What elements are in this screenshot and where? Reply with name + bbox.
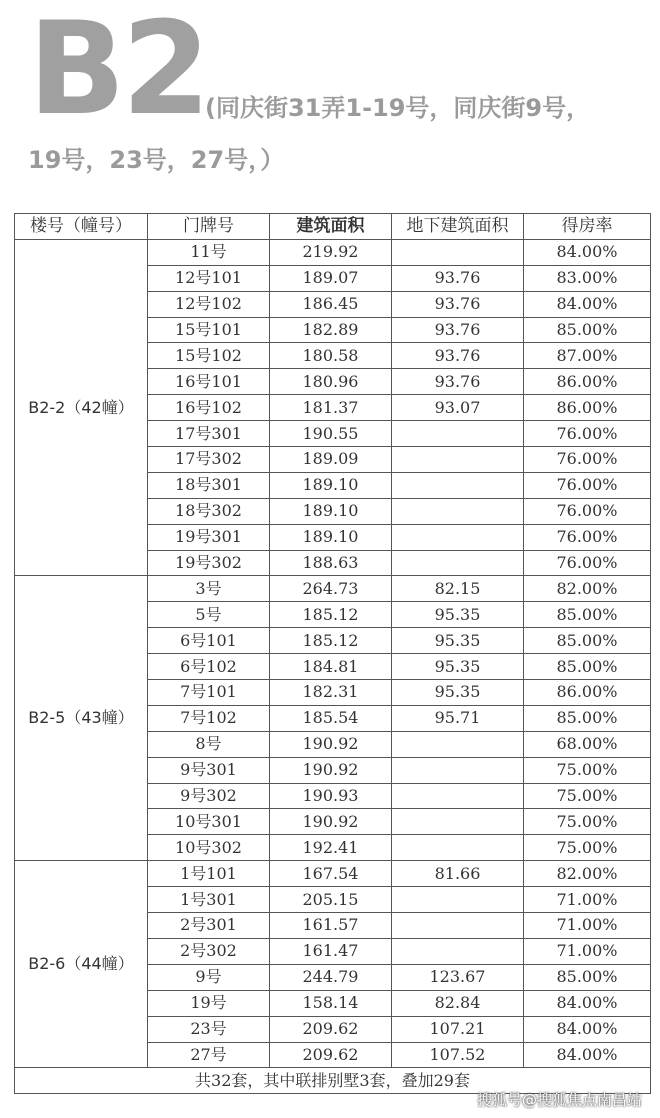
door-cell: 6号101 xyxy=(148,628,270,654)
door-cell: 17号302 xyxy=(148,447,270,473)
rate-cell: 75.00% xyxy=(524,783,651,809)
underground-cell: 107.52 xyxy=(392,1042,524,1068)
underground-cell xyxy=(392,835,524,861)
area-cell: 190.92 xyxy=(270,757,392,783)
area-cell: 186.45 xyxy=(270,291,392,317)
door-cell: 15号101 xyxy=(148,317,270,343)
table-body xyxy=(15,239,651,1068)
rate-cell: 84.00% xyxy=(524,291,651,317)
header xyxy=(0,0,660,205)
underground-cell xyxy=(392,809,524,835)
underground-cell: 82.84 xyxy=(392,990,524,1016)
door-cell: 2号302 xyxy=(148,938,270,964)
rate-cell: 76.00% xyxy=(524,498,651,524)
area-cell: 192.41 xyxy=(270,835,392,861)
area-cell: 190.55 xyxy=(270,421,392,447)
underground-cell xyxy=(392,524,524,550)
underground-cell: 82.15 xyxy=(392,576,524,602)
rate-cell: 85.00% xyxy=(524,317,651,343)
door-cell: 5号 xyxy=(148,602,270,628)
area-cell: 190.92 xyxy=(270,809,392,835)
rate-cell: 84.00% xyxy=(524,239,651,265)
door-cell: 18号302 xyxy=(148,498,270,524)
rate-cell: 82.00% xyxy=(524,861,651,887)
rate-cell: 71.00% xyxy=(524,887,651,913)
area-cell: 188.63 xyxy=(270,550,392,576)
area-cell: 189.10 xyxy=(270,498,392,524)
underground-cell xyxy=(392,887,524,913)
door-cell: 12号101 xyxy=(148,265,270,291)
area-cell: 182.89 xyxy=(270,317,392,343)
rate-cell: 75.00% xyxy=(524,809,651,835)
area-cell: 189.07 xyxy=(270,265,392,291)
door-cell: 3号 xyxy=(148,576,270,602)
table-row xyxy=(15,576,651,602)
area-cell: 180.96 xyxy=(270,369,392,395)
underground-cell xyxy=(392,938,524,964)
address-line-2: 19号，23号，27号，） xyxy=(28,146,285,174)
door-cell: 16号101 xyxy=(148,369,270,395)
col-header-rate: 得房率 xyxy=(524,214,651,240)
area-cell: 205.15 xyxy=(270,887,392,913)
col-header-underground: 地下建筑面积 xyxy=(392,214,524,240)
area-cell: 167.54 xyxy=(270,861,392,887)
rate-cell: 84.00% xyxy=(524,1016,651,1042)
rate-cell: 85.00% xyxy=(524,602,651,628)
rate-cell: 84.00% xyxy=(524,990,651,1016)
rate-cell: 76.00% xyxy=(524,421,651,447)
underground-cell: 81.66 xyxy=(392,861,524,887)
door-cell: 16号102 xyxy=(148,395,270,421)
rate-cell: 84.00% xyxy=(524,1042,651,1068)
underground-cell xyxy=(392,731,524,757)
underground-cell xyxy=(392,239,524,265)
door-cell: 1号301 xyxy=(148,887,270,913)
underground-cell: 123.67 xyxy=(392,964,524,990)
door-cell: 9号301 xyxy=(148,757,270,783)
door-cell: 6号102 xyxy=(148,654,270,680)
rate-cell: 76.00% xyxy=(524,447,651,473)
rate-cell: 85.00% xyxy=(524,628,651,654)
building-code: B2 xyxy=(28,0,207,144)
table-header-row xyxy=(15,214,651,240)
underground-cell: 93.76 xyxy=(392,291,524,317)
area-cell: 180.58 xyxy=(270,343,392,369)
rate-cell: 82.00% xyxy=(524,576,651,602)
underground-cell: 95.35 xyxy=(392,628,524,654)
underground-cell xyxy=(392,757,524,783)
units-table xyxy=(14,213,651,1094)
door-cell: 19号302 xyxy=(148,550,270,576)
area-cell: 182.31 xyxy=(270,680,392,706)
area-cell: 185.12 xyxy=(270,628,392,654)
area-cell: 190.93 xyxy=(270,783,392,809)
area-cell: 185.12 xyxy=(270,602,392,628)
door-cell: 9号302 xyxy=(148,783,270,809)
underground-cell xyxy=(392,783,524,809)
underground-cell: 93.07 xyxy=(392,395,524,421)
rate-cell: 85.00% xyxy=(524,964,651,990)
rate-cell: 85.00% xyxy=(524,654,651,680)
underground-cell xyxy=(392,447,524,473)
address-line-1: (同庆街31弄1-19号，同庆街9号， xyxy=(205,94,591,122)
underground-cell: 93.76 xyxy=(392,265,524,291)
door-cell: 10号302 xyxy=(148,835,270,861)
area-cell: 189.10 xyxy=(270,472,392,498)
rate-cell: 83.00% xyxy=(524,265,651,291)
rate-cell: 75.00% xyxy=(524,835,651,861)
underground-cell: 93.76 xyxy=(392,317,524,343)
rate-cell: 86.00% xyxy=(524,369,651,395)
underground-cell: 93.76 xyxy=(392,343,524,369)
rate-cell: 86.00% xyxy=(524,680,651,706)
underground-cell: 95.35 xyxy=(392,654,524,680)
table-row xyxy=(15,239,651,265)
underground-cell: 95.35 xyxy=(392,602,524,628)
area-cell: 244.79 xyxy=(270,964,392,990)
building-cell: B2-5（43幢） xyxy=(15,576,148,861)
area-cell: 209.62 xyxy=(270,1016,392,1042)
area-cell: 189.09 xyxy=(270,447,392,473)
door-cell: 1号101 xyxy=(148,861,270,887)
rate-cell: 75.00% xyxy=(524,757,651,783)
door-cell: 7号102 xyxy=(148,705,270,731)
area-cell: 158.14 xyxy=(270,990,392,1016)
building-cell: B2-2（42幢） xyxy=(15,239,148,576)
area-cell: 219.92 xyxy=(270,239,392,265)
door-cell: 27号 xyxy=(148,1042,270,1068)
underground-cell xyxy=(392,913,524,939)
underground-cell xyxy=(392,421,524,447)
area-cell: 184.81 xyxy=(270,654,392,680)
summary-text: 共32套，其中联排别墅3套，叠加29套 xyxy=(15,1068,651,1094)
rate-cell: 71.00% xyxy=(524,913,651,939)
door-cell: 10号301 xyxy=(148,809,270,835)
area-cell: 161.57 xyxy=(270,913,392,939)
rate-cell: 71.00% xyxy=(524,938,651,964)
door-cell: 12号102 xyxy=(148,291,270,317)
underground-cell xyxy=(392,550,524,576)
col-header-area: 建筑面积 xyxy=(270,214,392,240)
door-cell: 19号 xyxy=(148,990,270,1016)
underground-cell xyxy=(392,472,524,498)
door-cell: 9号 xyxy=(148,964,270,990)
underground-cell: 95.71 xyxy=(392,705,524,731)
underground-cell: 95.35 xyxy=(392,680,524,706)
table-row xyxy=(15,861,651,887)
area-cell: 185.54 xyxy=(270,705,392,731)
col-header-building: 楼号（幢号） xyxy=(15,214,148,240)
door-cell: 11号 xyxy=(148,239,270,265)
rate-cell: 86.00% xyxy=(524,395,651,421)
rate-cell: 76.00% xyxy=(524,472,651,498)
area-cell: 189.10 xyxy=(270,524,392,550)
door-cell: 23号 xyxy=(148,1016,270,1042)
door-cell: 7号101 xyxy=(148,680,270,706)
rate-cell: 87.00% xyxy=(524,343,651,369)
door-cell: 15号102 xyxy=(148,343,270,369)
underground-cell xyxy=(392,498,524,524)
watermark: 搜狐号@搜狐焦点南昌站 xyxy=(476,1091,642,1109)
area-cell: 264.73 xyxy=(270,576,392,602)
door-cell: 17号301 xyxy=(148,421,270,447)
door-cell: 18号301 xyxy=(148,472,270,498)
rate-cell: 76.00% xyxy=(524,524,651,550)
area-cell: 161.47 xyxy=(270,938,392,964)
door-cell: 19号301 xyxy=(148,524,270,550)
area-cell: 181.37 xyxy=(270,395,392,421)
rate-cell: 68.00% xyxy=(524,731,651,757)
door-cell: 8号 xyxy=(148,731,270,757)
underground-cell: 93.76 xyxy=(392,369,524,395)
rate-cell: 85.00% xyxy=(524,705,651,731)
building-cell: B2-6（44幢） xyxy=(15,861,148,1068)
area-cell: 209.62 xyxy=(270,1042,392,1068)
underground-cell: 107.21 xyxy=(392,1016,524,1042)
door-cell: 2号301 xyxy=(148,913,270,939)
rate-cell: 76.00% xyxy=(524,550,651,576)
area-cell: 190.92 xyxy=(270,731,392,757)
col-header-door: 门牌号 xyxy=(148,214,270,240)
